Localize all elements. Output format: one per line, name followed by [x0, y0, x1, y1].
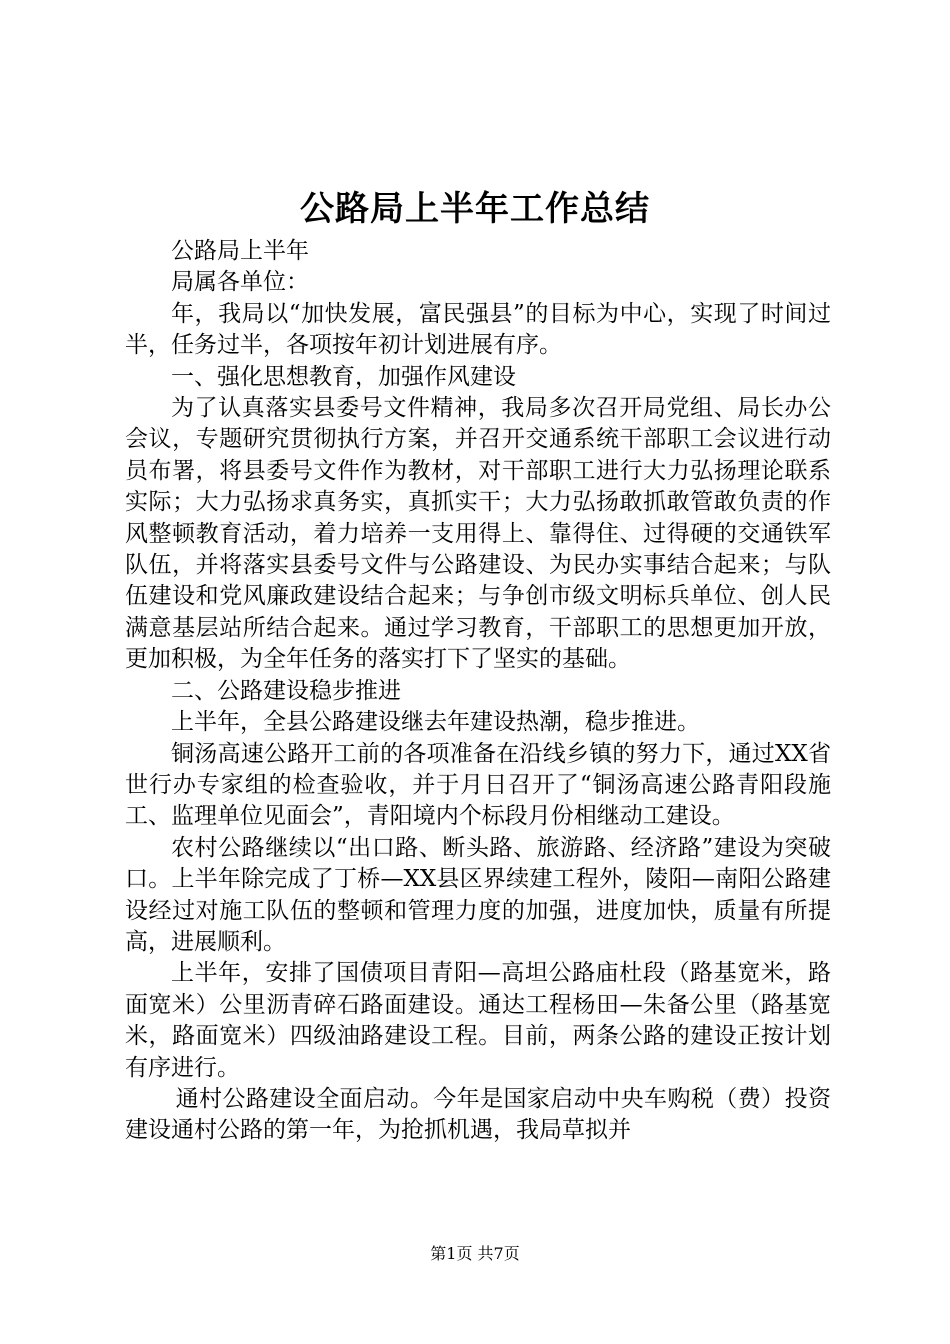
section-heading: 一、强化思想教育，加强作风建设	[171, 363, 516, 390]
paragraph: 局属各单位：	[171, 269, 309, 296]
paragraph: 农村公路继续以“出口路、断头路、旅游路、经济路”建设为突破口。上半年除完成了丁桥—XX县区界续建工程外，陵阳—南阳公路建设经过对施工队伍的整顿和管理力度的加强，进度加快，质量有所提高，进展顺利。	[125, 834, 831, 955]
paragraph: 公路局上半年	[171, 238, 309, 264]
paragraph: 通村公路建设全面启动。今年是国家启动中央车购税（费）投资建设通村公路的第一年，为抢抓机遇，我局草拟并	[125, 1085, 831, 1144]
document-body	[125, 236, 831, 1147]
page-footer: 第1页 共7页	[430, 1244, 520, 1263]
paragraph: 上半年，安排了国债项目青阳—高坦公路庙杜段（路基宽米，路面宽米）公里沥青碎石路面建设。通达工程杨田—朱备公里（路基宽米，路面宽米）四级油路建设工程。目前，两条公路的建设正按计划有序进行。	[125, 960, 831, 1081]
section-heading: 二、公路建设稳步推进	[171, 677, 401, 704]
paragraph: 为了认真落实县委号文件精神，我局多次召开局党组、局长办公会议，专题研究贯彻执行方案，并召开交通系统干部职工会议进行动员布署，将县委号文件作为教材，对干部职工进行大力弘扬理论联系实际；大力弘扬求真务实，真抓实干；大力弘扬敢抓敢管敢负责的作风整顿教育活动，着力培养一支用得上、靠得住、过得硬的交通铁军队伍，并将落实县委号文件与公路建设、为民办实事结合起来；与队伍建设和党风廉政建设结合起来；与争创市级文明标兵单位、创人民满意基层站所结合起来。通过学习教育，干部职工的思想更加开放，更加积极，为全年任务的落实打下了坚实的基础。	[125, 395, 831, 673]
paragraph: 上半年，全县公路建设继去年建设热潮，稳步推进。	[171, 709, 700, 736]
document-title: 公路局上半年工作总结	[300, 189, 650, 229]
paragraph: 铜汤高速公路开工前的各项准备在沿线乡镇的努力下，通过XX省世行办专家组的检查验收，并于月日召开了“铜汤高速公路青阳段施工、监理单位见面会”，青阳境内个标段月份相继动工建设。	[125, 740, 831, 830]
paragraph: 年，我局以“加快发展，富民强县”的目标为中心，实现了时间过半，任务过半，各项按年初计划进展有序。	[125, 300, 831, 359]
